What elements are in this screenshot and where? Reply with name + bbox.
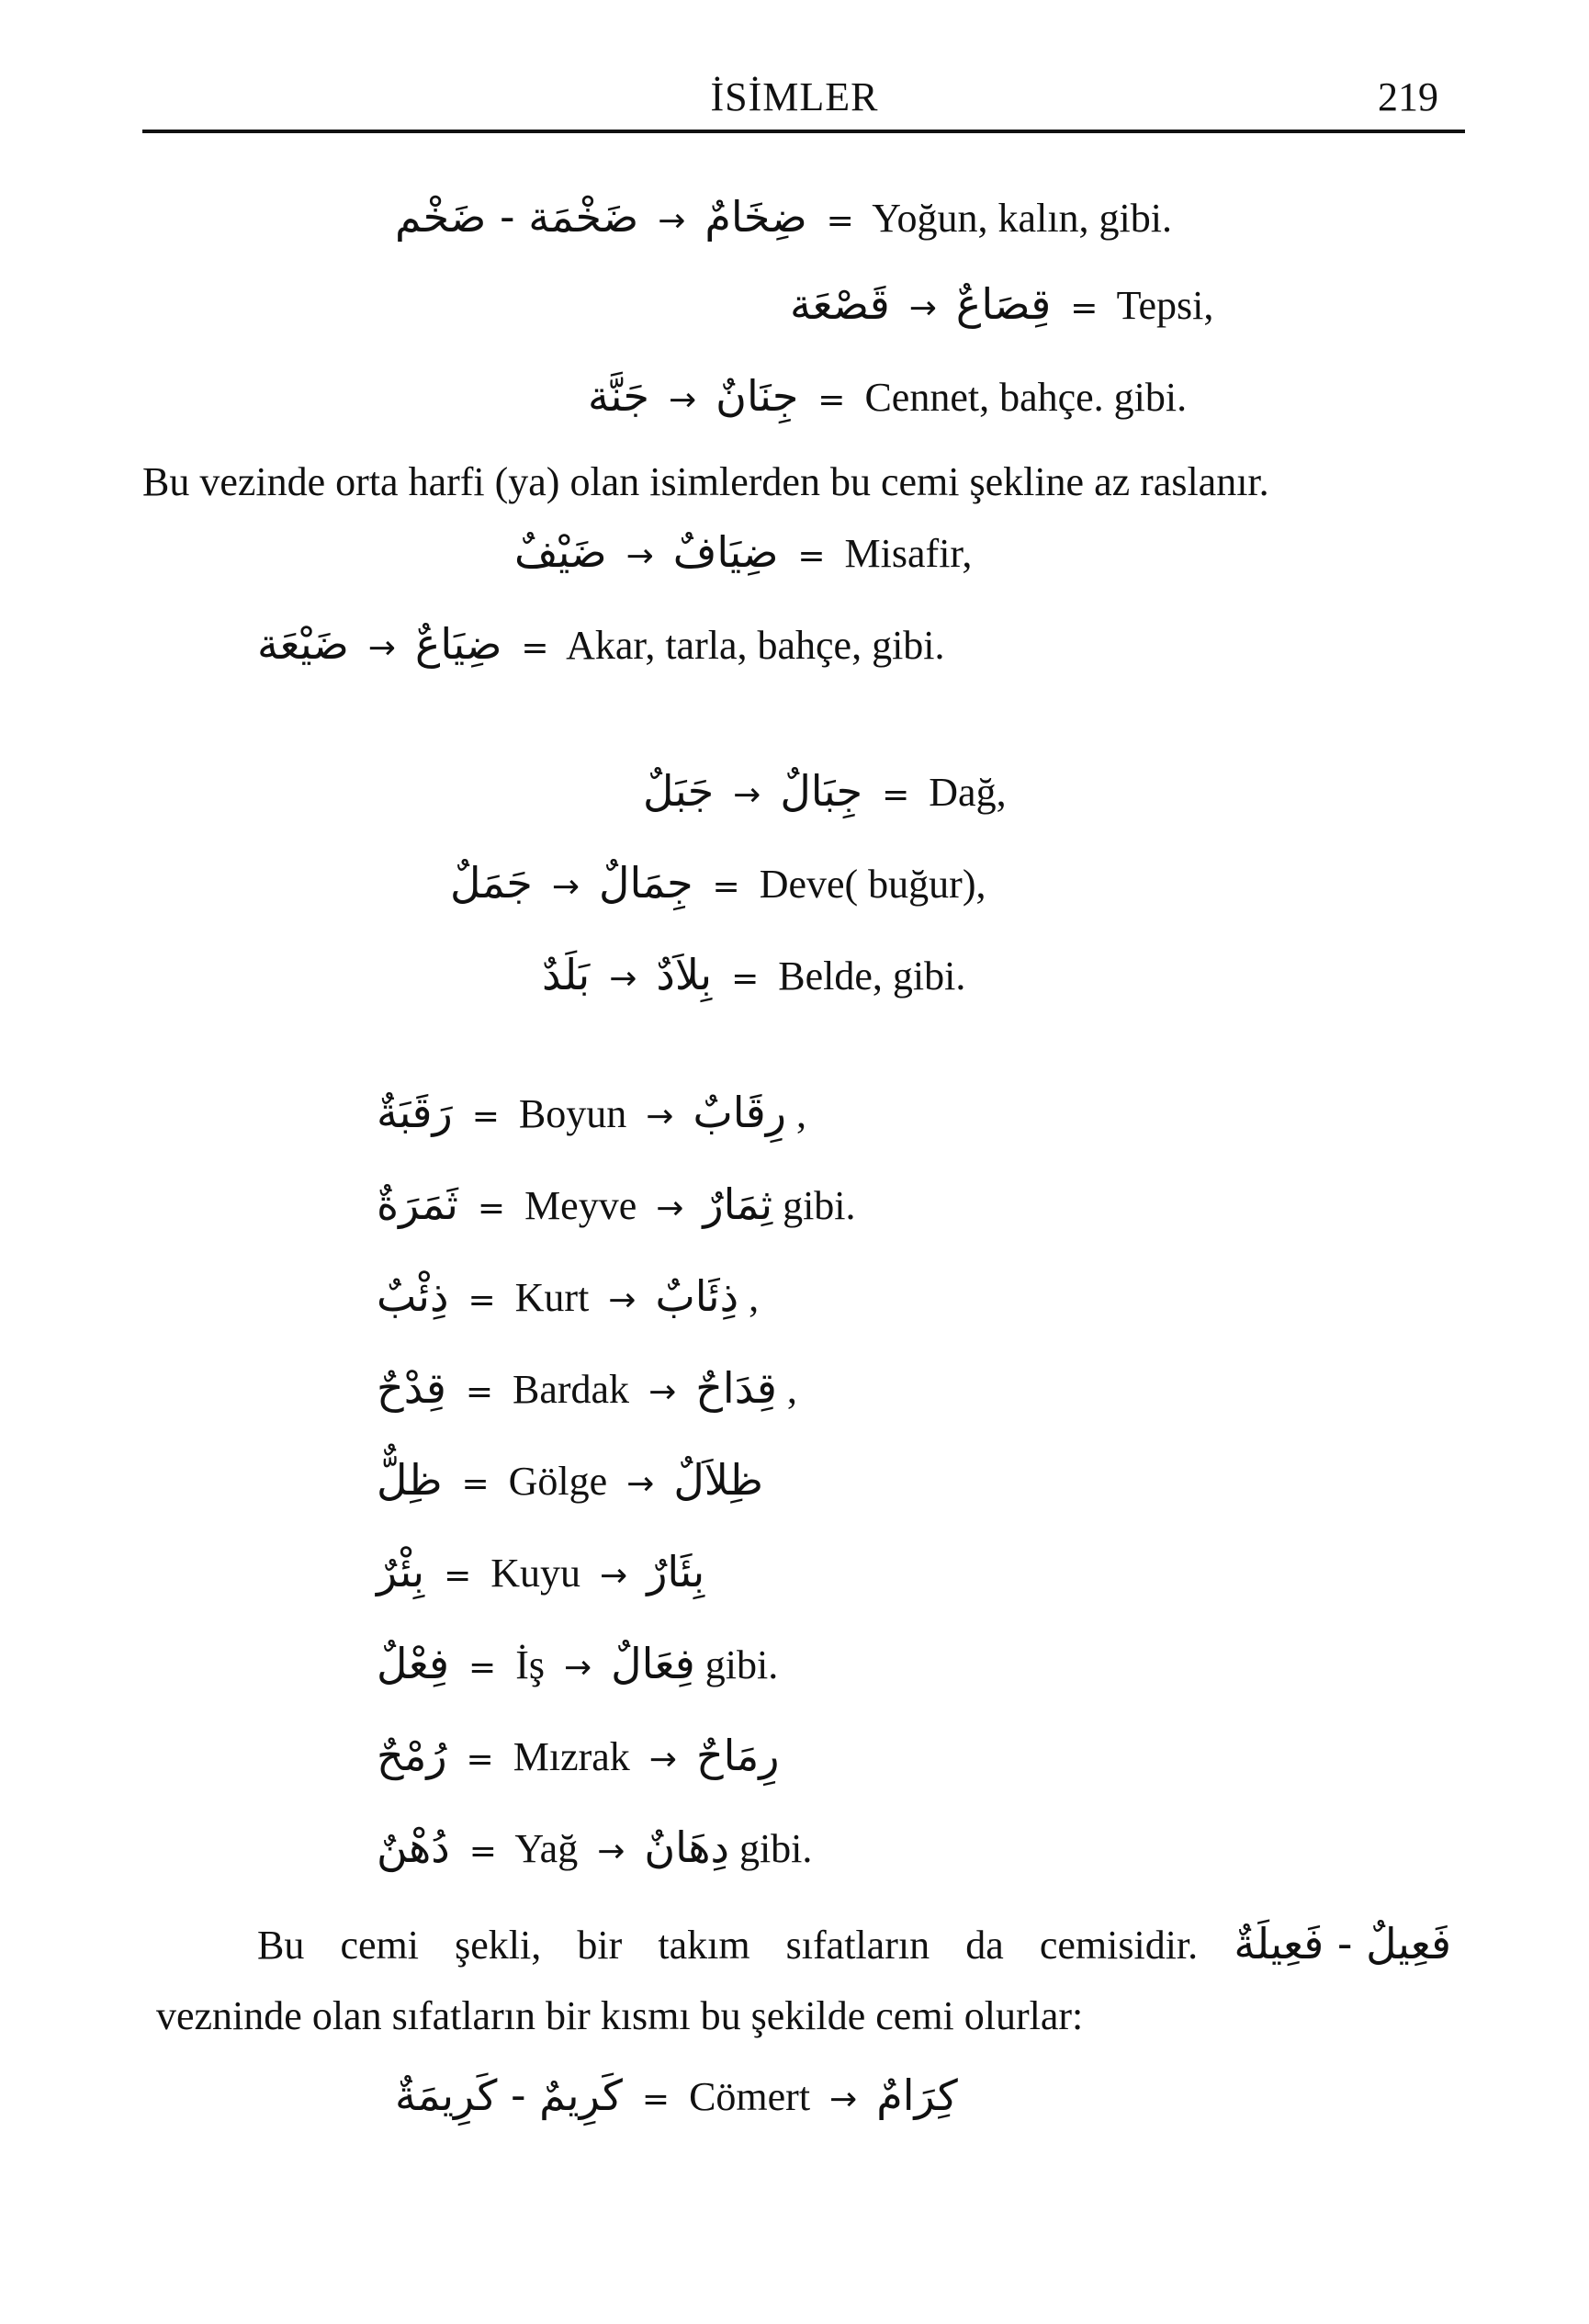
entry-row <box>377 1272 759 1322</box>
translation: Meyve <box>524 1183 637 1228</box>
entry-row <box>542 951 965 1000</box>
arabic-plural: كِرَامٌ <box>876 2070 958 2120</box>
translation: Tepsi, <box>1116 283 1214 328</box>
translation: Cennet, bahçe. gibi. <box>864 375 1188 420</box>
arabic-plural: ضِيَاعٌ <box>414 619 502 669</box>
running-header-title: İSİMLER <box>710 74 879 119</box>
arrow-icon: → <box>829 2081 858 2118</box>
header-rule <box>142 130 1465 133</box>
equals-sign: = <box>826 202 854 240</box>
entry-row <box>257 620 945 670</box>
arabic-plural: فِعَالٌ <box>611 1639 695 1688</box>
arabic-plural: رِقَابٌ <box>693 1088 786 1137</box>
equals-sign: = <box>797 537 826 575</box>
entry-row <box>377 1180 856 1230</box>
equals-sign: = <box>461 1465 490 1503</box>
arabic-singular: رَقَبَةٌ <box>377 1088 453 1137</box>
entry-row <box>588 372 1187 422</box>
equals-sign: = <box>817 381 846 419</box>
equals-sign: = <box>1070 289 1099 327</box>
arabic-singular: ضَيْفٌ <box>514 527 607 577</box>
equals-sign: = <box>465 1373 493 1411</box>
translation: Kurt <box>514 1275 590 1320</box>
arabic-singular: جَمَلٌ <box>450 858 533 908</box>
arabic-singular: ظِلٌّ <box>377 1455 443 1505</box>
arabic-pattern: فَعِيلٌ - فَعِيلَةٌ <box>1234 1919 1452 1969</box>
arabic-singular: دُهْنٌ <box>377 1822 450 1872</box>
arabic-singular: فِعْلٌ <box>377 1639 450 1688</box>
arrow-icon: → <box>551 868 580 906</box>
entry-row <box>377 1732 780 1781</box>
arabic-singular: جَنَّة <box>588 371 649 421</box>
translation: Cömert <box>689 2074 811 2119</box>
translation: Belde, gibi. <box>778 953 966 998</box>
arabic-plural: ظِلاَلٌ <box>673 1455 763 1505</box>
arrow-icon: → <box>600 1557 628 1595</box>
arabic-plural: رِمَاحٌ <box>695 1731 780 1780</box>
translation: Mızrak <box>513 1734 630 1779</box>
arrow-icon: → <box>908 289 937 327</box>
arabic-singular: ضَيْعَة <box>257 619 349 669</box>
translation: İş <box>515 1642 545 1687</box>
entry-row <box>790 280 1213 330</box>
translation: Dağ, <box>929 770 1007 815</box>
entry-row <box>450 859 986 908</box>
equals-sign: = <box>477 1190 506 1227</box>
paragraph-note: Bu vezinde orta harfi (ya) olan isimlerden bu cemi şekline az raslanır. <box>142 459 1269 504</box>
translation: Bardak <box>513 1367 630 1412</box>
arabic-plural: ضِيَافٌ <box>672 527 779 577</box>
equals-sign: = <box>712 868 740 906</box>
arrow-icon: → <box>625 537 654 575</box>
page-number: 219 <box>1378 74 1438 119</box>
suffix: gibi. <box>704 1642 779 1687</box>
translation: Kuyu <box>490 1551 581 1596</box>
equals-sign: = <box>444 1557 472 1595</box>
arabic-plural: ثِمَارٌ <box>703 1179 773 1229</box>
suffix: gibi. <box>783 1183 856 1228</box>
arrow-icon: → <box>648 1373 677 1411</box>
arabic-singular: قِدْحٌ <box>377 1363 446 1413</box>
paragraph-line-2: vezninde olan sıfatların bir kısmı bu şekilde cemi olurlar: <box>156 1993 1084 2038</box>
arabic-singular: جَبَلٌ <box>643 766 715 816</box>
translation: Gölge <box>508 1459 608 1504</box>
entry-row <box>643 767 1007 817</box>
suffix: gibi. <box>738 1826 813 1871</box>
equals-sign: = <box>882 776 910 814</box>
entry-row <box>395 2071 958 2121</box>
equals-sign: = <box>521 629 549 667</box>
arabic-plural: بِلاَدٌ <box>656 950 713 999</box>
suffix: , <box>749 1275 760 1320</box>
arrow-icon: → <box>668 381 697 419</box>
entry-row <box>377 1548 704 1597</box>
arrow-icon: → <box>563 1649 592 1687</box>
arabic-singular: قَصْعَة <box>790 279 890 329</box>
arrow-icon: → <box>608 1281 637 1319</box>
arrow-icon: → <box>648 1741 677 1778</box>
paragraph-text: Bu cemi şekli, bir takım sıfatların da cemisidir. <box>257 1923 1199 1968</box>
entry-row <box>514 528 972 578</box>
arabic-plural: قِصَاعٌ <box>955 279 1052 329</box>
arrow-icon: → <box>656 1190 684 1227</box>
entry-row <box>377 1640 778 1689</box>
arrow-icon: → <box>658 202 686 240</box>
arrow-icon: → <box>609 960 637 998</box>
arabic-singular: ذِئْبٌ <box>377 1271 449 1321</box>
arabic-plural: جِبَالٌ <box>780 766 863 816</box>
translation: Boyun <box>518 1091 627 1136</box>
suffix: , <box>786 1367 797 1412</box>
arabic-plural: بِئَارٌ <box>647 1547 705 1596</box>
equals-sign: = <box>468 1833 497 1870</box>
arrow-icon: → <box>367 629 396 667</box>
equals-sign: = <box>641 2081 671 2118</box>
equals-sign: = <box>468 1281 496 1319</box>
arrow-icon: → <box>597 1833 625 1870</box>
equals-sign: = <box>466 1741 494 1778</box>
entry-row <box>377 1364 797 1414</box>
entry-row <box>377 1823 812 1873</box>
arabic-singular: ضَخْمَة - ضَخْم <box>395 192 639 242</box>
arrow-icon: → <box>646 1098 674 1135</box>
arabic-plural: قِدَاحٌ <box>695 1363 777 1413</box>
arabic-singular: كَرِيمٌ - كَرِيمَةٌ <box>395 2070 623 2120</box>
equals-sign: = <box>471 1098 500 1135</box>
equals-sign: = <box>468 1649 497 1687</box>
arrow-icon: → <box>626 1465 655 1503</box>
arabic-plural: جِمَالٌ <box>599 858 693 908</box>
entry-row <box>395 193 1172 243</box>
translation: Misafir, <box>844 531 973 576</box>
entry-row <box>377 1089 806 1138</box>
arabic-singular: رُمْحٌ <box>377 1731 447 1780</box>
entry-row <box>377 1456 763 1506</box>
arabic-plural: دِهَانٌ <box>644 1822 729 1872</box>
suffix: , <box>795 1091 806 1136</box>
translation: Yoğun, kalın, gibi. <box>872 196 1172 241</box>
arabic-singular: بِئْرٌ <box>377 1547 425 1596</box>
translation: Deve( buğur), <box>759 862 986 907</box>
arabic-plural: ذِئَابٌ <box>655 1271 739 1321</box>
arabic-plural: جِنَانٌ <box>716 371 799 421</box>
paragraph-line-1 <box>257 1920 1451 1969</box>
arabic-singular: بَلَدٌ <box>542 950 591 999</box>
translation: Yağ <box>514 1826 579 1871</box>
equals-sign: = <box>731 960 760 998</box>
translation: Akar, tarla, bahçe, gibi. <box>566 623 945 668</box>
arabic-plural: ضِخَامٌ <box>704 192 807 242</box>
arrow-icon: → <box>733 776 761 814</box>
arabic-singular: ثَمَرَةٌ <box>377 1179 458 1229</box>
